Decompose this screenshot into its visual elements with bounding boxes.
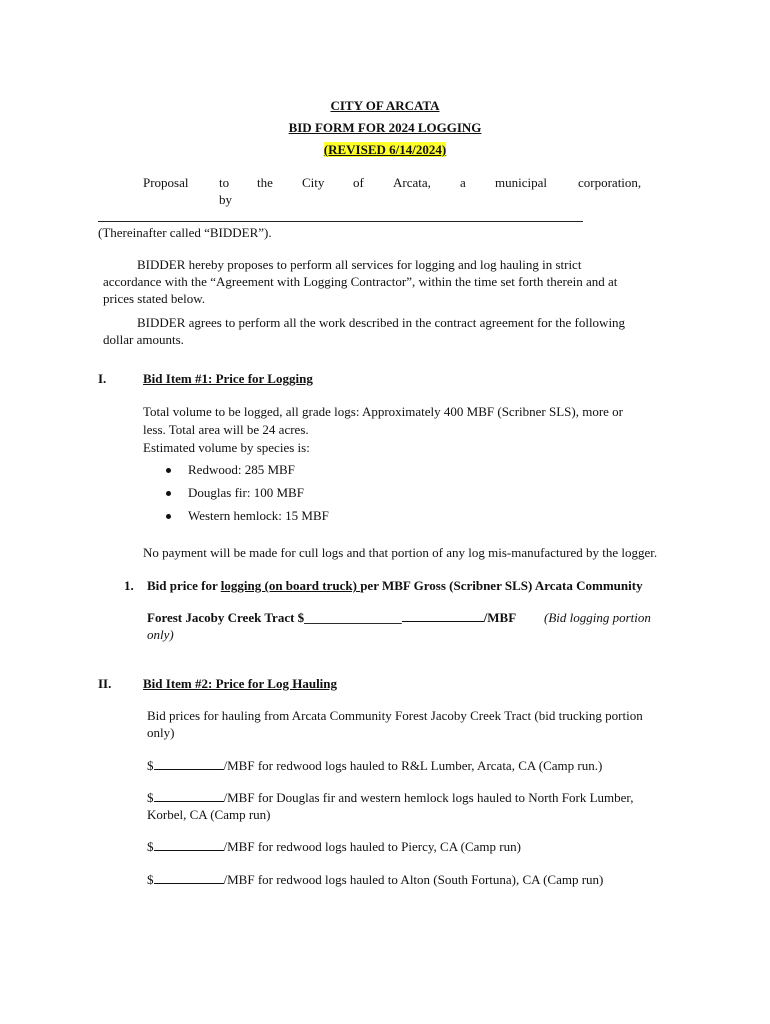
form-title: BID FORM FOR 2024 LOGGING — [288, 120, 482, 135]
section-1-line2: less. Total area will be 24 acres. — [143, 422, 309, 437]
haul-price-blank-0[interactable] — [154, 759, 224, 770]
thereinafter-text: (Thereinafter called “BIDDER”). — [98, 225, 272, 240]
bid-item-line2 — [147, 610, 516, 626]
haul-price-blank-2[interactable] — [154, 840, 224, 851]
dollar-sign: $ — [147, 758, 154, 773]
section-1-heading: Bid Item #1: Price for Logging — [143, 371, 313, 386]
bid-item-line2-pre: Forest Jacoby Creek Tract $ — [147, 610, 305, 625]
proposal-word-6: a — [460, 175, 466, 190]
intro-p1-line2: accordance with the “Agreement with Logging Contractor”, within the time set forth therein and at — [103, 274, 618, 289]
haul-row-text: /MBF for Douglas fir and western hemlock logs hauled to North Fork Lumber, — [223, 790, 634, 805]
proposal-word-5: Arcata, — [393, 175, 431, 190]
dollar-sign: $ — [147, 872, 154, 887]
haul-row-1 — [147, 790, 634, 806]
bidder-name-line[interactable] — [98, 221, 583, 222]
bullet-dot — [166, 491, 171, 496]
section-1-line1: Total volume to be logged, all grade logs: Approximately 400 MBF (Scribner SLS), more or — [143, 404, 624, 419]
species-bullet-1: Douglas fir: 100 MBF — [188, 485, 304, 500]
city-title: CITY OF ARCATA — [330, 98, 440, 113]
section-1-line3: Estimated volume by species is: — [143, 440, 310, 455]
bid-item-line2-post: /MBF — [483, 610, 517, 625]
haul-price-blank-3[interactable] — [154, 873, 224, 884]
dollar-sign: $ — [147, 839, 154, 854]
haul-row-text: /MBF for redwood logs hauled to Piercy, CA (Camp run) — [223, 839, 521, 854]
section-2-line2: only) — [147, 725, 175, 740]
proposal-word-2: the — [257, 175, 273, 190]
bid-item-italic: (Bid logging portion — [544, 610, 651, 625]
bid-item-pre: Bid price for — [147, 578, 221, 593]
no-payment-text: No payment will be made for cull logs and that portion of any log mis-manufactured by the logger. — [143, 545, 658, 560]
proposal-word-1: to — [219, 175, 230, 190]
logging-price-blank[interactable]: _______________ — [304, 610, 402, 625]
species-bullet-0: Redwood: 285 MBF — [188, 462, 295, 477]
intro-p2-line1: BIDDER agrees to perform all the work described in the contract agreement for the following — [137, 315, 626, 330]
section-2-heading: Bid Item #2: Price for Log Hauling — [143, 676, 338, 691]
bid-item-number: 1. — [124, 578, 134, 593]
section-2-numeral: II. — [98, 676, 112, 691]
haul-row-text: /MBF for redwood logs hauled to Alton (South Fortuna), CA (Camp run) — [223, 872, 604, 887]
logging-price-blank-ext[interactable] — [402, 611, 484, 622]
bid-item-italic2: only) — [147, 627, 174, 642]
bullet-dot — [166, 514, 171, 519]
intro-p1-line1: BIDDER hereby proposes to perform all services for logging and log hauling in strict — [137, 257, 582, 272]
proposal-word-3: City — [302, 175, 325, 190]
haul-row-3 — [147, 872, 603, 888]
haul-row-0 — [147, 758, 602, 774]
bid-item-post: per MBF Gross (Scribner SLS) Arcata Community — [360, 578, 643, 593]
revised-date-wrapper — [0, 142, 770, 158]
bid-item-underlined: logging (on board truck) — [220, 578, 361, 593]
intro-p2-line2: dollar amounts. — [103, 332, 184, 347]
haul-row-1-cont: Korbel, CA (Camp run) — [147, 807, 271, 822]
dollar-sign: $ — [147, 790, 154, 805]
proposal-by: by — [219, 192, 232, 207]
bullet-dot — [166, 468, 171, 473]
section-2-line1: Bid prices for hauling from Arcata Community Forest Jacoby Creek Tract (bid trucking portion — [147, 708, 643, 723]
proposal-word-4: of — [353, 175, 364, 190]
species-bullet-2: Western hemlock: 15 MBF — [188, 508, 329, 523]
bid-item-line1 — [147, 578, 643, 594]
revised-date: (REVISED 6/14/2024) — [323, 142, 447, 157]
intro-p1-line3: prices stated below. — [103, 291, 206, 306]
proposal-word-7: municipal — [495, 175, 547, 190]
haul-row-text: /MBF for redwood logs hauled to R&L Lumber, Arcata, CA (Camp run.) — [223, 758, 603, 773]
section-1-numeral: I. — [98, 371, 107, 386]
haul-price-blank-1[interactable] — [154, 791, 224, 802]
haul-row-2 — [147, 839, 521, 855]
proposal-word-8: corporation, — [578, 175, 642, 190]
proposal-word-0: Proposal — [143, 175, 189, 190]
